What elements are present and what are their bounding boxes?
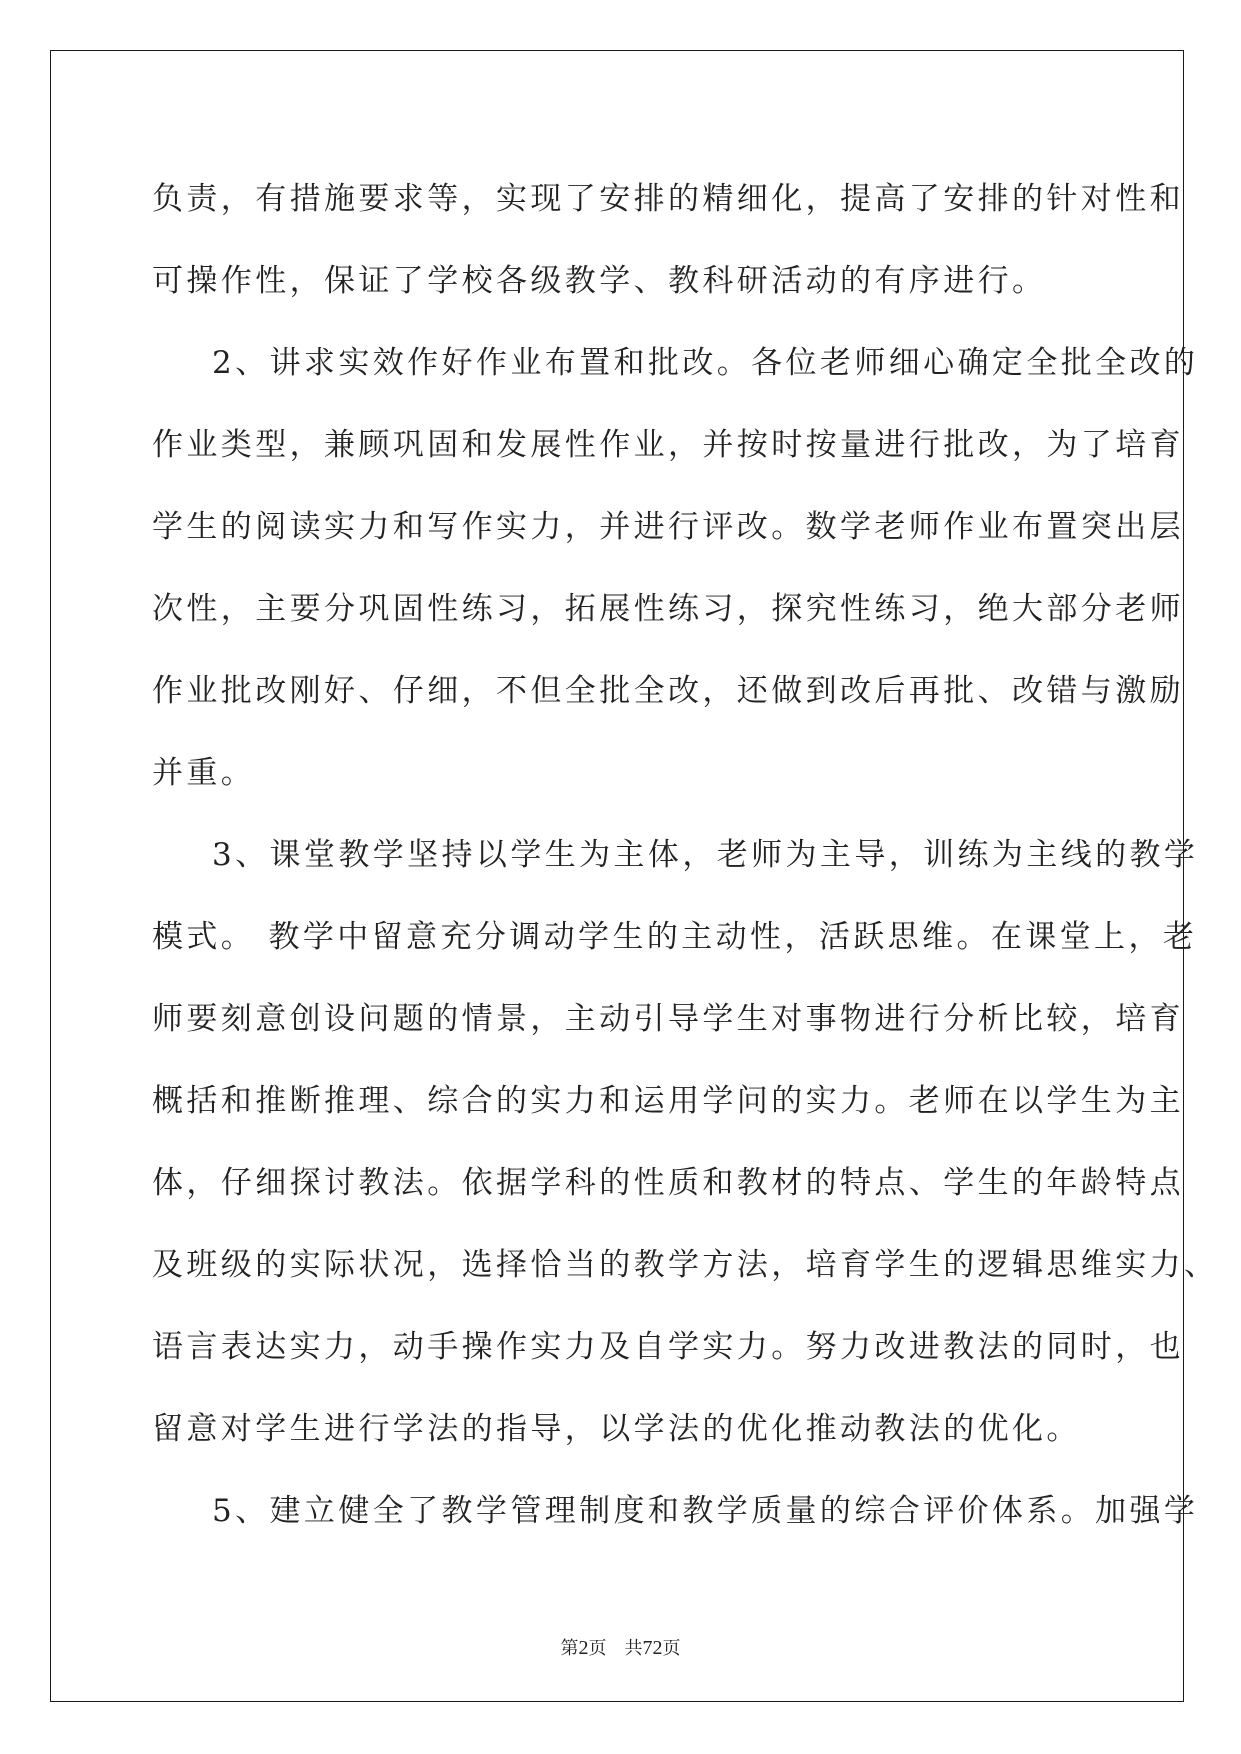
text-line: 并重。 [152, 755, 256, 791]
total-label-suffix: 页 [662, 1638, 681, 1658]
text-line: 概括和推断推理、综合的实力和运用学问的实力。老师在以学生为主 [152, 1083, 1184, 1119]
page-label-suffix: 页 [588, 1638, 607, 1658]
text-line: 及班级的实际状况，选择恰当的教学方法，培育学生的逻辑思维实力、 [152, 1247, 1219, 1283]
total-label-prefix: 共 [624, 1638, 643, 1658]
page-number: 2 [578, 1637, 589, 1659]
document-body [152, 158, 1219, 1552]
text-line: 体，仔细探讨教法。依据学科的性质和教材的特点、学生的年龄特点 [152, 1165, 1184, 1201]
total-pages: 72 [642, 1637, 663, 1659]
text-line: 模式。 教学中留意充分调动学生的主动性，活跃思维。在课堂上，老 [152, 919, 1198, 955]
page-footer [0, 1634, 1241, 1660]
text-line: 作业类型，兼顾巩固和发展性作业，并按时按量进行批改，为了培育 [152, 427, 1184, 463]
page-label-prefix: 第 [560, 1638, 579, 1658]
text-line: 2、讲求实效作好作业布置和批改。各位老师细心确定全批全改的 [212, 345, 1199, 381]
text-line: 次性，主要分巩固性练习，拓展性练习，探究性练习，绝大部分老师 [152, 591, 1184, 627]
text-line: 学生的阅读实力和写作实力，并进行评改。数学老师作业布置突出层 [152, 509, 1184, 545]
text-line: 5、建立健全了教学管理制度和教学质量的综合评价体系。加强学 [212, 1493, 1199, 1529]
text-line: 3、课堂教学坚持以学生为主体，老师为主导，训练为主线的教学 [212, 837, 1199, 873]
text-line: 留意对学生进行学法的指导，以学法的优化推动教法的优化。 [152, 1411, 1081, 1447]
text-line: 负责，有措施要求等，实现了安排的精细化，提高了安排的针对性和 [152, 181, 1184, 217]
text-line: 作业批改刚好、仔细，不但全批全改，还做到改后再批、改错与激励 [152, 673, 1184, 709]
text-line: 语言表达实力，动手操作实力及自学实力。努力改进教法的同时，也 [152, 1329, 1184, 1365]
text-line: 可操作性，保证了学校各级教学、教科研活动的有序进行。 [152, 263, 1047, 299]
text-line: 师要刻意创设问题的情景，主动引导学生对事物进行分析比较，培育 [152, 1001, 1184, 1037]
